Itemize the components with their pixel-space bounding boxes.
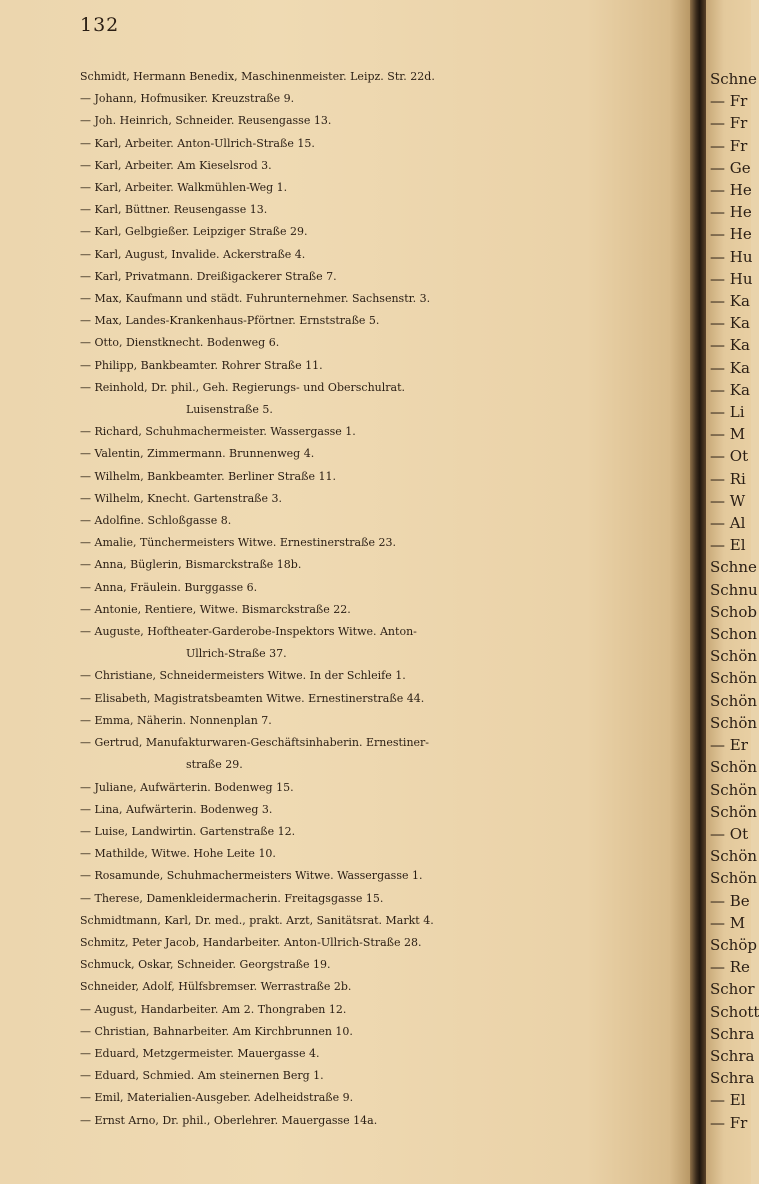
directory-entry: — Therese, Damenkleidermacherin. Freitagsgasse 15. (80, 891, 384, 905)
directory-entry: — Antonie, Rentiere, Witwe. Bismarckstraße 22. (80, 602, 351, 616)
directory-entry: Schneider, Adolf, Hülfsbremser. Werrastraße 2b. (80, 980, 352, 994)
directory-entry: — Karl, Arbeiter. Anton-Ullrich-Straße 15. (80, 136, 315, 150)
directory-entry: — Ernst Arno, Dr. phil., Oberlehrer. Mauergasse 14a. (80, 1113, 378, 1127)
next-page-fragment: Schön (710, 869, 758, 888)
next-page-fragment: — Li (710, 403, 745, 422)
next-page-fragment: — Re (710, 958, 750, 977)
next-page-fragment: — He (710, 225, 752, 244)
directory-entry: — Amalie, Tünchermeisters Witwe. Ernestinerstraße 23. (80, 536, 396, 550)
directory-entry: — Rosamunde, Schuhmachermeisters Witwe. Wassergasse 1. (80, 869, 423, 883)
next-page-fragment: Schne (710, 70, 757, 88)
directory-entry: — Elisabeth, Magistratsbeamten Witwe. Ernestinerstraße 44. (80, 691, 425, 705)
directory-entry: — Christiane, Schneidermeisters Witwe. In der Schleife 1. (80, 669, 406, 683)
next-page-fragment: — Hu (710, 269, 753, 288)
directory-entry: — Gertrud, Manufakturwaren-Geschäftsinhaberin. Ernestiner- (80, 736, 430, 750)
next-page-fragment: — Ka (710, 336, 750, 355)
page-number: 132 (80, 14, 120, 36)
directory-entry: — Mathilde, Witwe. Hohe Leite 10. (80, 847, 276, 861)
directory-entry: — Eduard, Schmied. Am steinernen Berg 1. (80, 1069, 324, 1083)
entry-continuation-line: straße 29. (186, 758, 243, 772)
next-page-fragment: Schott (710, 1002, 759, 1021)
next-page-fragment: — Ka (710, 292, 750, 311)
book-page-right-edge (706, 0, 759, 1184)
directory-entry: — Lina, Aufwärterin. Bodenweg 3. (80, 802, 273, 816)
directory-entry: — Karl, Büttner. Reusengasse 13. (80, 203, 268, 217)
next-page-fragment: Schor (710, 980, 755, 999)
directory-entry: — August, Handarbeiter. Am 2. Thongraben 12. (80, 1002, 347, 1016)
next-page-fragment: — Fr (710, 136, 748, 155)
directory-entry: — Max, Landes-Krankenhaus-Pförtner. Ernststraße 5. (80, 314, 380, 328)
directory-entry: — Richard, Schuhmachermeister. Wassergasse 1. (80, 425, 356, 439)
next-page-fragment: Schnu (710, 580, 758, 599)
next-page-fragment: Schön (710, 713, 758, 732)
next-page-fragment: Schra (710, 1024, 755, 1043)
next-page-fragment: Schöp (710, 935, 757, 954)
next-page-fragment: — Er (710, 736, 748, 755)
directory-entry: — Juliane, Aufwärterin. Bodenweg 15. (80, 780, 294, 794)
next-page-fragment: — Hu (710, 247, 753, 266)
next-page-fragment: Schön (710, 691, 758, 710)
next-page-fragment: — El (710, 536, 746, 555)
next-page-fragment: Schra (710, 1046, 755, 1065)
directory-entry: — Emil, Materialien-Ausgeber. Adelheidstraße 9. (80, 1091, 354, 1105)
next-page-fragment: — He (710, 181, 752, 200)
directory-entry: — Karl, August, Invalide. Ackerstraße 4. (80, 247, 306, 261)
next-page-fragment: — Be (710, 891, 750, 910)
directory-entry: — Karl, Privatmann. Dreißigackerer Straße 7. (80, 269, 337, 283)
next-page-fragments (706, 68, 759, 1134)
directory-entry: — Auguste, Hoftheater-Garderobe-Inspektors Witwe. Anton- (80, 625, 417, 639)
directory-entry: Schmuck, Oskar, Schneider. Georgstraße 19. (80, 958, 331, 972)
directory-entry: — Anna, Fräulein. Burggasse 6. (80, 580, 258, 594)
next-page-fragment: Schne (710, 558, 757, 577)
directory-entry: — Luise, Landwirtin. Gartenstraße 12. (80, 824, 296, 838)
directory-entry: — Reinhold, Dr. phil., Geh. Regierungs- und Oberschulrat. (80, 380, 405, 394)
next-page-fragment: Schön (710, 780, 758, 799)
next-page-fragment: — W (710, 491, 746, 510)
next-page-fragment: — M (710, 425, 746, 444)
next-page-fragment: Schön (710, 647, 758, 666)
directory-entry: — Karl, Arbeiter. Walkmühlen-Weg 1. (80, 181, 288, 195)
next-page-fragment: — Fr (710, 1113, 748, 1132)
next-page-fragment: — Ge (710, 158, 751, 177)
next-page-fragment: — Ka (710, 358, 750, 377)
book-gutter (690, 0, 706, 1184)
directory-entry: — Eduard, Metzgermeister. Mauergasse 4. (80, 1046, 320, 1060)
next-page-fragment: Schön (710, 802, 758, 821)
next-page-fragment: Schob (710, 602, 757, 621)
directory-entry: — Joh. Heinrich, Schneider. Reusengasse 13. (80, 114, 332, 128)
next-page-fragment: Schön (710, 669, 758, 688)
next-page-fragment: — Al (710, 514, 746, 533)
directory-entry: — Philipp, Bankbeamter. Rohrer Straße 11. (80, 358, 323, 372)
directory-entries (0, 66, 690, 1132)
next-page-fragment: — Ka (710, 380, 750, 399)
next-page-fragment: Schon (710, 625, 758, 644)
directory-entry: — Otto, Dienstknecht. Bodenweg 6. (80, 336, 280, 350)
next-page-fragment: — El (710, 1091, 746, 1110)
directory-entry: Schmidt, Hermann Benedix, Maschinenmeister. Leipz. Str. 22d. (80, 70, 435, 83)
directory-entry: — Valentin, Zimmermann. Brunnenweg 4. (80, 447, 315, 461)
next-page-fragment: Schra (710, 1069, 755, 1088)
directory-entry: — Christian, Bahnarbeiter. Am Kirchbrunnen 10. (80, 1024, 353, 1038)
directory-entry: — Karl, Gelbgießer. Leipziger Straße 29. (80, 225, 308, 239)
directory-entry: — Emma, Näherin. Nonnenplan 7. (80, 713, 272, 727)
next-page-fragment: — Ot (710, 447, 749, 466)
entry-continuation-line: Luisenstraße 5. (186, 403, 273, 417)
directory-entry: — Adolfine. Schloßgasse 8. (80, 514, 232, 528)
entry-continuation-line: Ullrich-Straße 37. (186, 647, 287, 661)
next-page-fragment: — Ot (710, 824, 749, 843)
directory-entry: — Anna, Büglerin, Bismarckstraße 18b. (80, 558, 302, 572)
directory-entry: — Wilhelm, Knecht. Gartenstraße 3. (80, 491, 283, 505)
next-page-fragment: — He (710, 203, 752, 222)
directory-entry: — Johann, Hofmusiker. Kreuzstraße 9. (80, 92, 295, 106)
next-page-fragment: Schön (710, 847, 758, 866)
next-page-fragment: — M (710, 913, 746, 932)
next-page-fragment: — Ka (710, 314, 750, 333)
next-page-fragment: Schön (710, 758, 758, 777)
directory-entry: Schmitz, Peter Jacob, Handarbeiter. Anton-Ullrich-Straße 28. (80, 935, 422, 949)
directory-entry: — Max, Kaufmann und städt. Fuhrunternehmer. Sachsenstr. 3. (80, 292, 431, 306)
directory-entry: Schmidtmann, Karl, Dr. med., prakt. Arzt, Sanitätsrat. Markt 4. (80, 913, 434, 927)
next-page-fragment: — Fr (710, 92, 748, 111)
next-page-fragment: — Ri (710, 469, 746, 488)
directory-entry: — Wilhelm, Bankbeamter. Berliner Straße 11. (80, 469, 336, 483)
directory-entry: — Karl, Arbeiter. Am Kieselsrod 3. (80, 158, 272, 172)
next-page-fragment: — Fr (710, 114, 748, 133)
